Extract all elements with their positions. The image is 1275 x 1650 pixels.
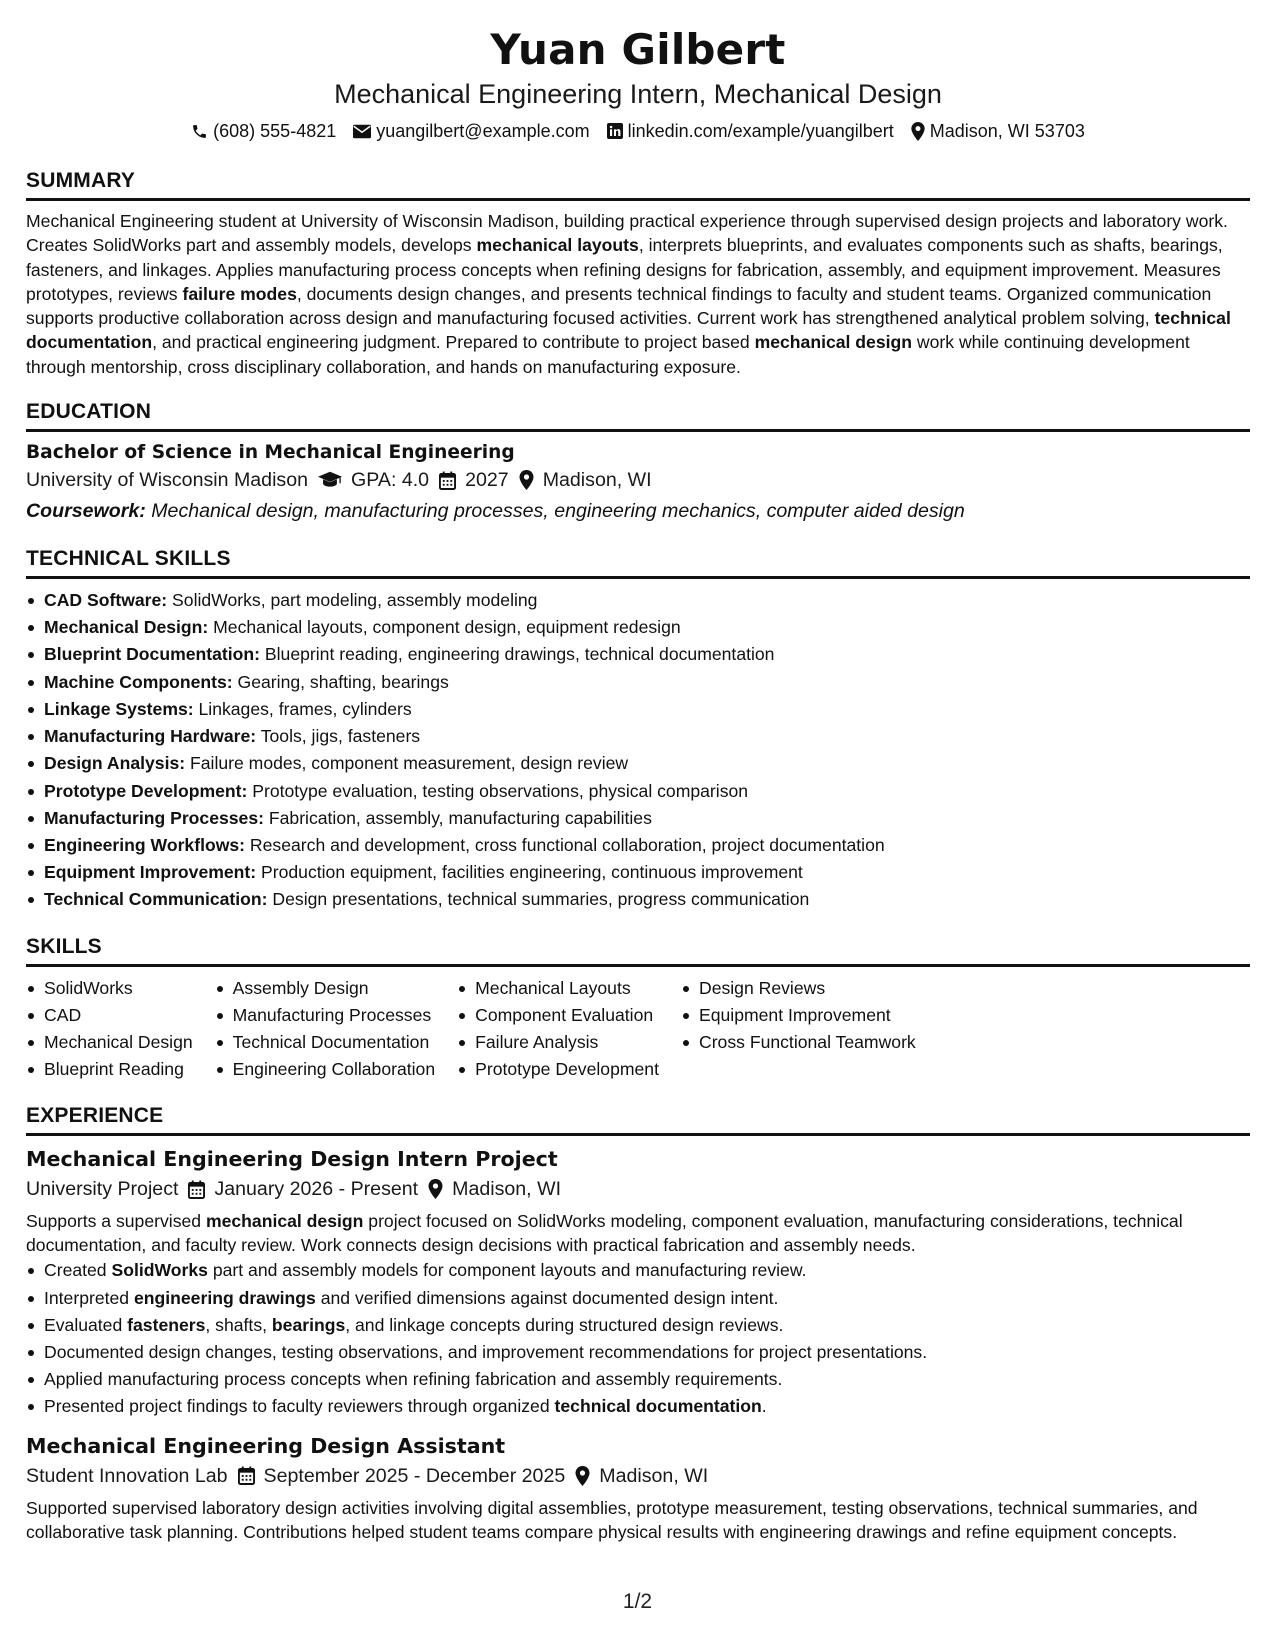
text-run: Supports a supervised xyxy=(26,1211,206,1232)
summary-heading: SUMMARY xyxy=(26,168,1250,201)
degree-title: Bachelor of Science in Mechanical Engineering xyxy=(26,442,515,464)
skill-category-label: Mechanical Design: xyxy=(44,617,209,638)
skill-category-value: Design presentations, technical summaries, progress communication xyxy=(267,889,810,910)
technical-skill-item xyxy=(26,886,1250,913)
bold-keyword: technical documentation xyxy=(26,308,1231,353)
technical-skill-item xyxy=(26,859,1250,886)
map-pin-icon xyxy=(428,1179,443,1199)
skill-category-label: Design Analysis: xyxy=(44,753,186,774)
skill-category-value: Production equipment, facilities engineering, continuous improvement xyxy=(256,862,803,883)
skill-category-value: Fabrication, assembly, manufacturing capabilities xyxy=(263,807,652,828)
text-run: Evaluated xyxy=(44,1314,128,1335)
job-bullet xyxy=(26,1285,1250,1312)
technical-skills-list xyxy=(26,587,1250,913)
technical-skill-item xyxy=(26,778,1250,805)
map-pin-icon xyxy=(911,122,925,141)
experience-entry xyxy=(26,1431,1250,1544)
text-run: Interpreted xyxy=(44,1287,134,1308)
job-organization: Student Innovation Lab xyxy=(26,1464,228,1487)
skill-item: Engineering Collaboration xyxy=(215,1056,435,1083)
skill-category-label: Technical Communication: xyxy=(44,889,268,910)
contact-email[interactable] xyxy=(353,119,589,143)
technical-skill-item xyxy=(26,641,1250,668)
school-name: University of Wisconsin Madison xyxy=(26,469,309,492)
map-pin-icon xyxy=(575,1466,590,1486)
text-run: Supported supervised laboratory design activities involving digital assemblies, prototype measurement, testing observations, technical summaries, and collaborative task planning. Contributions helped student teams compare physical results with engineering drawings and refine equipment concepts. xyxy=(26,1497,1198,1542)
job-description xyxy=(26,1209,1250,1257)
text-run: and verified dimensions against documented design intent. xyxy=(315,1287,779,1308)
job-location: Madison, WI xyxy=(599,1464,709,1487)
skills-column xyxy=(681,975,916,1084)
technical-skill-item xyxy=(26,696,1250,723)
summary-text xyxy=(26,209,1250,379)
job-description xyxy=(26,1496,1250,1544)
page-number: 1/2 xyxy=(622,1590,653,1613)
contact-linkedin[interactable] xyxy=(607,119,894,143)
text-run: Documented design changes, testing observations, and improvement recommendations for project presentations. xyxy=(44,1341,928,1362)
skills-heading: SKILLS xyxy=(26,934,1250,967)
technical-skill-item xyxy=(26,587,1250,614)
job-bullet xyxy=(26,1339,1250,1366)
text-run: part and assembly models for component layouts and manufacturing review. xyxy=(207,1260,807,1281)
skill-item: Failure Analysis xyxy=(457,1029,659,1056)
graduation-year: 2027 xyxy=(465,469,509,492)
skill-item: Manufacturing Processes xyxy=(215,1002,435,1029)
text-run: , interprets blueprints, and evaluates components such as shafts, bearings, fasteners, and linkages. Applies manufacturing process concepts when refining designs for fabrication, assembly, and equipment improvement. Measures prototypes, reviews xyxy=(26,235,1223,304)
bold-keyword: failure modes xyxy=(182,283,297,304)
skill-category-label: Blueprint Documentation: xyxy=(44,644,261,665)
skill-category-value: Prototype evaluation, testing observations, physical comparison xyxy=(247,780,749,801)
job-dates: September 2025 - December 2025 xyxy=(263,1464,566,1487)
skill-category-label: Linkage Systems: xyxy=(44,698,194,719)
job-bullet xyxy=(26,1312,1250,1339)
technical-skills-heading: TECHNICAL SKILLS xyxy=(26,546,1250,579)
skill-item: Component Evaluation xyxy=(457,1002,659,1029)
skill-item: CAD xyxy=(26,1002,193,1029)
text-run: , shafts, xyxy=(205,1314,272,1335)
skill-category-value: Blueprint reading, engineering drawings, technical documentation xyxy=(260,644,775,665)
technical-skill-item xyxy=(26,669,1250,696)
job-bullet xyxy=(26,1393,1250,1420)
skill-category-label: Manufacturing Processes: xyxy=(44,807,264,828)
skills-column xyxy=(215,975,435,1084)
bold-keyword: mechanical design xyxy=(205,1211,364,1232)
bold-keyword: SolidWorks xyxy=(111,1260,208,1281)
candidate-role: Mechanical Engineering Intern, Mechanical Design xyxy=(334,79,942,109)
summary-section xyxy=(26,168,1250,379)
bold-keyword: technical documentation xyxy=(554,1396,762,1417)
technical-skill-item xyxy=(26,750,1250,777)
job-bullet xyxy=(26,1366,1250,1393)
phone-icon xyxy=(191,123,208,140)
bold-keyword: bearings xyxy=(271,1314,346,1335)
skill-category-value: Linkages, frames, cylinders xyxy=(193,698,412,719)
skill-category-label: Manufacturing Hardware: xyxy=(44,726,257,747)
coursework-text: Mechanical design, manufacturing processes, engineering mechanics, computer aided design xyxy=(151,500,965,523)
text-run: Presented project findings to faculty reviewers through organized xyxy=(44,1396,555,1417)
technical-skill-item xyxy=(26,614,1250,641)
skill-category-label: Machine Components: xyxy=(44,671,233,692)
contact-bar xyxy=(26,119,1250,143)
skill-category-value: Failure modes, component measurement, design review xyxy=(185,753,629,774)
envelope-icon xyxy=(353,124,371,139)
job-location: Madison, WI xyxy=(452,1178,562,1201)
experience-heading: EXPERIENCE xyxy=(26,1103,1250,1136)
bold-keyword: mechanical design xyxy=(754,332,913,353)
skill-category-label: Equipment Improvement: xyxy=(44,862,257,883)
text-run: . xyxy=(761,1396,767,1417)
skill-category-value: Mechanical layouts, component design, equipment redesign xyxy=(208,617,681,638)
school-location: Madison, WI xyxy=(542,469,652,492)
phone-text: (608) 555-4821 xyxy=(213,121,337,141)
skill-item: Design Reviews xyxy=(681,975,916,1002)
job-meta xyxy=(26,1461,1250,1491)
skill-item: Blueprint Reading xyxy=(26,1056,193,1083)
job-organization: University Project xyxy=(26,1178,179,1201)
skill-category-value: Tools, jigs, fasteners xyxy=(256,726,421,747)
skill-category-label: CAD Software: xyxy=(44,590,168,611)
skill-item: Assembly Design xyxy=(215,975,435,1002)
job-dates: January 2026 - Present xyxy=(214,1178,419,1201)
skill-category-value: SolidWorks, part modeling, assembly modeling xyxy=(167,590,538,611)
job-bullets xyxy=(26,1257,1250,1420)
linkedin-icon xyxy=(607,123,623,139)
email-text: yuangilbert@example.com xyxy=(376,121,590,141)
skill-item: Mechanical Layouts xyxy=(457,975,659,1002)
skill-item: Cross Functional Teamwork xyxy=(681,1029,916,1056)
bold-keyword: mechanical layouts xyxy=(476,235,639,256)
skill-item: Technical Documentation xyxy=(215,1029,435,1056)
technical-skills-section xyxy=(26,546,1250,913)
text-run: project focused on SolidWorks modeling, component evaluation, manufacturing considerations, technical documentation, and faculty review. Work connects design decisions with practical fabrication and assembly needs. xyxy=(26,1211,1183,1256)
skills-grid xyxy=(26,975,1250,1084)
text-run: , and practical engineering judgment. Prepared to contribute to project based xyxy=(152,332,755,353)
skill-category-value: Research and development, cross functional collaboration, project documentation xyxy=(245,834,885,855)
skill-item: Equipment Improvement xyxy=(681,1002,916,1029)
technical-skill-item xyxy=(26,832,1250,859)
education-meta xyxy=(26,465,1250,495)
text-run: , and linkage concepts during structured design reviews. xyxy=(345,1314,784,1335)
bold-keyword: engineering drawings xyxy=(133,1287,316,1308)
skills-section xyxy=(26,934,1250,1084)
skill-item: SolidWorks xyxy=(26,975,193,1002)
skill-category-label: Prototype Development: xyxy=(44,780,248,801)
gpa-text: GPA: 4.0 xyxy=(351,469,430,492)
text-run: Created xyxy=(44,1260,112,1281)
contact-phone[interactable] xyxy=(191,119,336,143)
linkedin-text: linkedin.com/example/yuangilbert xyxy=(627,121,894,141)
bold-keyword: fasteners xyxy=(127,1314,206,1335)
skill-item: Prototype Development xyxy=(457,1056,659,1083)
calendar-icon xyxy=(439,471,456,490)
technical-skill-item xyxy=(26,805,1250,832)
job-title: Mechanical Engineering Design Intern Project xyxy=(26,1147,558,1172)
map-pin-icon xyxy=(519,470,534,490)
graduation-cap-icon xyxy=(318,471,342,489)
text-run: Mechanical Engineering student at University of Wisconsin Madison, building practical experience through supervised design projects and laboratory work. Creates SolidWorks part and assembly models, develops xyxy=(26,211,1228,256)
education-section xyxy=(26,399,1250,526)
text-run: Applied manufacturing process concepts when refining fabrication and assembly requirements. xyxy=(44,1369,783,1390)
education-heading: EDUCATION xyxy=(26,399,1250,432)
calendar-icon xyxy=(238,1466,255,1485)
text-run: work while continuing development through mentorship, cross disciplinary collaboration, and hands on manufacturing exposure. xyxy=(26,332,1190,377)
experience-entry xyxy=(26,1144,1250,1420)
candidate-name: Yuan Gilbert xyxy=(490,25,786,74)
coursework-label: Coursework: xyxy=(26,500,146,523)
skills-column xyxy=(457,975,659,1084)
skill-category-label: Engineering Workflows: xyxy=(44,834,246,855)
technical-skill-item xyxy=(26,723,1250,750)
resume-page xyxy=(26,24,1250,1544)
skills-column xyxy=(26,975,193,1084)
job-meta xyxy=(26,1174,1250,1204)
job-title: Mechanical Engineering Design Assistant xyxy=(26,1433,506,1458)
coursework-line xyxy=(26,496,1250,526)
contact-location xyxy=(911,119,1085,143)
skill-item: Mechanical Design xyxy=(26,1029,193,1056)
experience-list xyxy=(26,1144,1250,1543)
experience-section xyxy=(26,1103,1250,1543)
calendar-icon xyxy=(188,1180,205,1199)
job-bullet xyxy=(26,1257,1250,1284)
text-run: , documents design changes, and presents technical findings to faculty and student teams. Organized communication supports productive collaboration across design and manufacturing focused activities. Current work has strengthened analytical problem solving, xyxy=(26,283,1212,329)
location-text: Madison, WI 53703 xyxy=(929,121,1085,141)
skill-category-value: Gearing, shafting, bearings xyxy=(232,671,449,692)
